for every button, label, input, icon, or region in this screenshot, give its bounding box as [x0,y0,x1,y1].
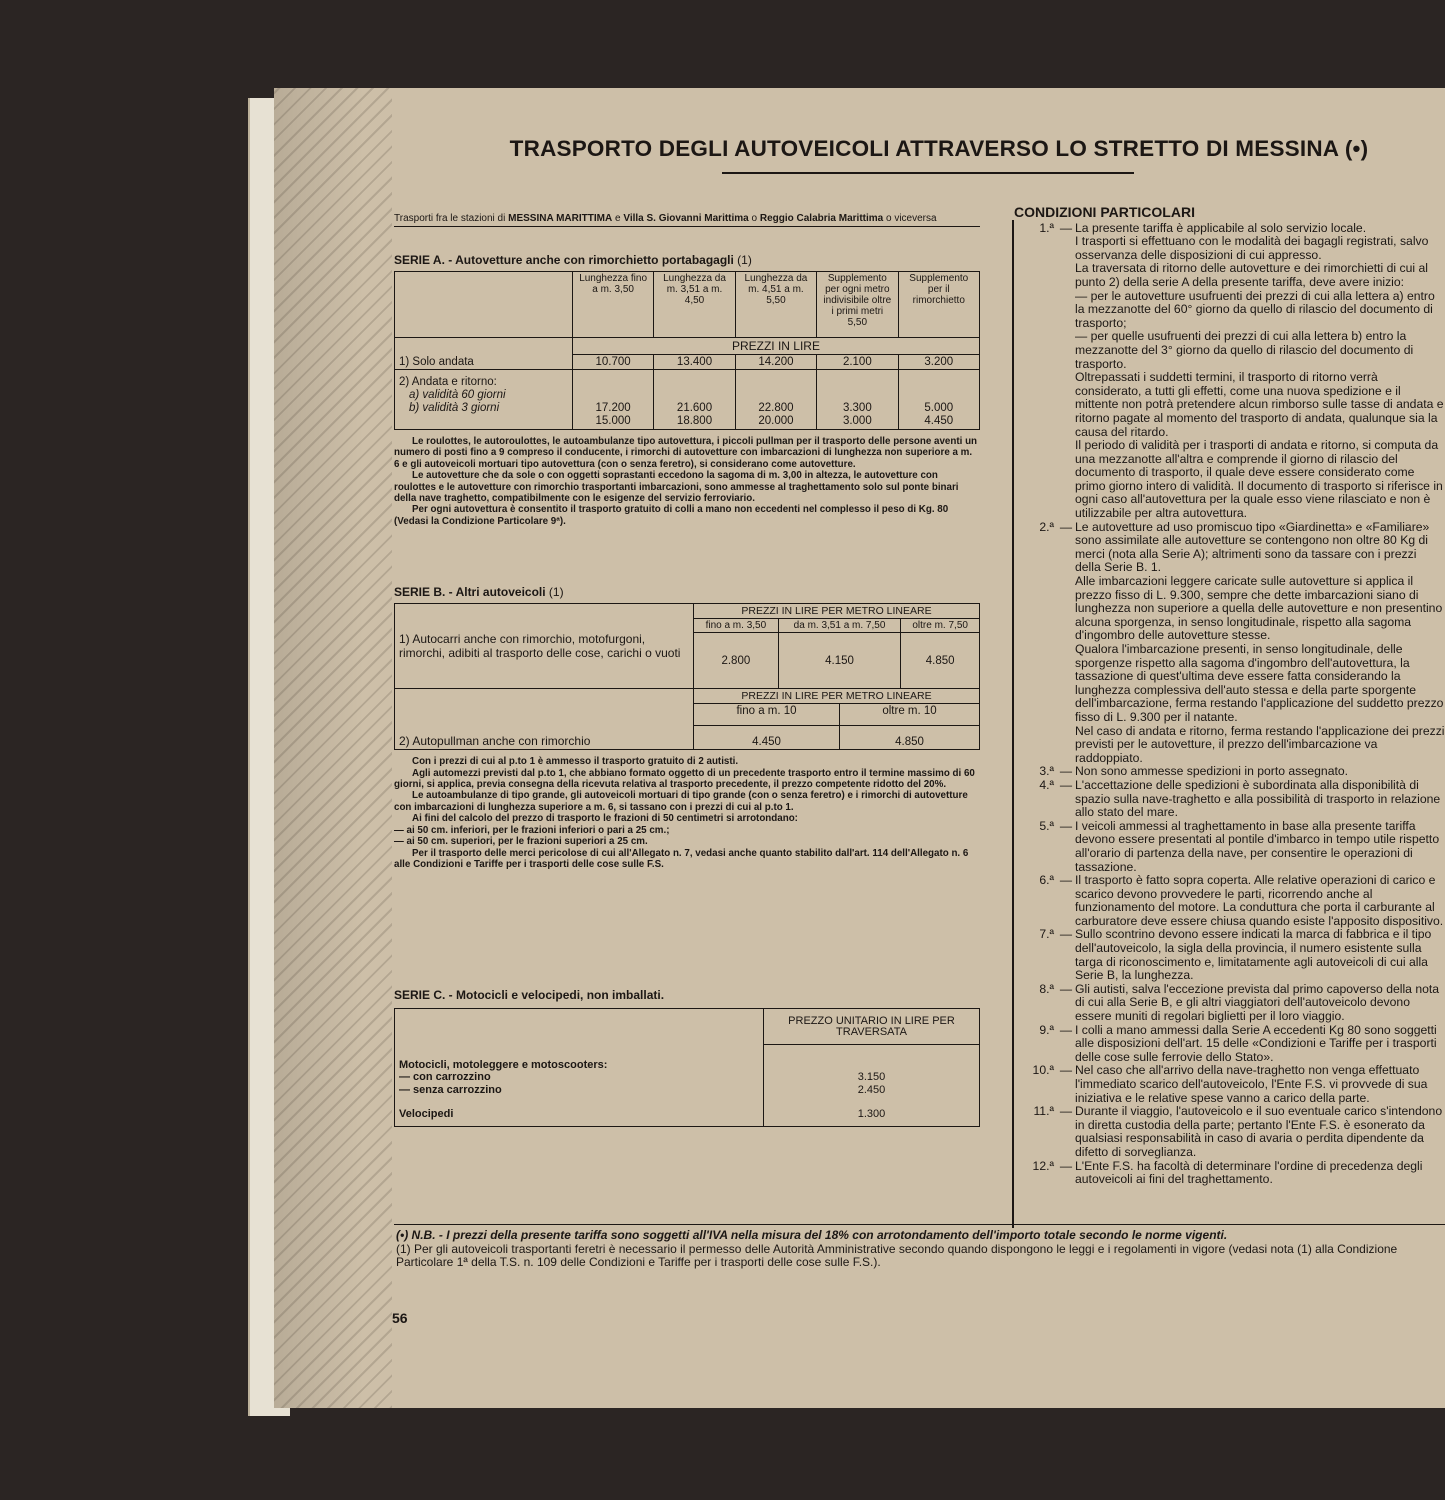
serie-b-sub-header: oltre m. 7,50 [901,619,980,633]
footer-notes [396,1229,1436,1270]
serie-a-col-header: Supplemento per il rimorchietto [898,272,979,338]
serie-a-col-header: Supplemento per ogni metro indivisibile oltre i primi metri 5,50 [817,272,898,338]
serie-a-col-header: Lunghezza da m. 4,51 a m. 5,50 [735,272,816,338]
nb-text: I prezzi della presente tariffa sono soggetti all'IVA nella misura del 18% con arrotondamento dell'importo totale secondo le norme vigenti. [446,1228,1228,1242]
serie-b-prices-header: PREZZI IN LIRE PER METRO LINEARE [694,604,980,619]
nb-marker: (•) N.B. - [396,1228,447,1242]
conditions-list [1014,222,1445,1187]
condition-dash: — [1059,1158,1073,1173]
serie-a-row-label: 1) Solo andata [395,355,573,370]
serie-b-price: 4.850 [840,726,980,750]
serie-c-row-label: — senza carrozzino [399,1083,502,1096]
condition-text: La presente tariffa è applicabile al solo servizio locale. I trasporti si effettuano con le modalità dei bagagli registrati, salvo osservanza delle disposizioni di cui appresso. La traversata di ritorno delle autovetture e dei rimorchietti di cui al punto 2) della serie A della presente tariffa, deve avere inizio: — per le autovetture usufruenti dei prezzi di cui alla lettera a) entro la mezzanotte del 60° giorno da quello di rilascio del documento di trasporto; — per quelle usufruenti dei prezzi di cui alla lettera b) entro la mezzanotte del 3° giorno da quello di rilascio del documento di trasporto. Oltrepassati i suddetti termini, il trasporto di ritorno verrà considerato, a tutti gli effetti, come una nuova spedizione e il mittente non potrà pretendere alcun rimborso sulle tasse di andata e ritorno pagate al momento del trasporto di andata, qualunque sia la causa del ritardo. Il periodo di validità per i trasporti di andata e ritorno, si computa da una mezzanotte all'altra e comprende il giorno di rilascio del documento di trasporto, il quale deve essere considerato come primo giorno intero di validità. Il documento di trasporto si riferisce in ogni caso all'autovettura per la quale esso viene rilasciato e non è utilizzabile per altra autovettura. [1075,220,1444,521]
condition-dash: — [1059,927,1073,942]
condition-dash: — [1059,981,1073,996]
serie-b-row-label: 2) Autopullman anche con rimorchio [395,689,694,750]
page-title: TRASPORTO DEGLI AUTOVEICOLI ATTRAVERSO LO STRETTO DI MESSINA (•) [509,136,1369,161]
condition-item [1014,1160,1445,1187]
serie-a-row-label: a) validità 60 giorni [409,389,506,401]
route-station-messina: MESSINA MARITTIMA [508,213,613,224]
serie-c-price: 3.150 [857,1071,886,1084]
serie-b-title: SERIE B. - Altri autoveicoli [394,585,546,600]
serie-c-row-label: — con carrozzino [399,1071,491,1084]
condition-text: Sullo scontrino devono essere indicati la marca di fabbrica e il tipo dell'autoveicolo, la sigla della provincia, il numero esistente sulla targa di riconoscimento e, limitatamente agli autoveicoli di cui alla Serie B, la lunghezza. [1075,927,1432,983]
serie-a-row-label: b) validità 3 giorni [409,402,500,414]
serie-a-notes [394,436,980,527]
condition-text: I veicoli ammessi al traghettamento in base alla presente tariffa devono essere presentati al pontile d'imbarco in tempo utile rispetto all'orario di partenza della nave, per consentire le operazioni di tassazione. [1075,818,1440,874]
serie-b-price: 4.450 [694,726,840,750]
serie-b-price: 4.850 [901,633,980,689]
conditions-heading: CONDIZIONI PARTICOLARI [1014,204,1195,220]
serie-a-price-cell [898,370,979,430]
route-conj: e [612,213,624,224]
condition-number: 7.ª [1039,927,1054,942]
condition-number: 12.ª [1032,1158,1054,1173]
condition-number: 8.ª [1039,981,1054,996]
serie-c-price-header: PREZZO UNITARIO IN LIRE PER TRAVERSATA [764,1009,980,1045]
serie-a-note: Le autovetture che da sole o con oggetti soprastanti eccedono la sagoma di m. 3,00 in altezza, le autovetture con roulottes e le autovetture con rimorchio trasportanti imbarcazioni, sono ammesse al traghettamento solo sul ponte binari della nave traghetto, compatibilmente con le esigenze del servizio ferroviario. [394,470,959,505]
condition-text: Durante il viaggio, l'autoveicolo e il suo eventuale carico s'intendono in diretta custodia della parte; pertanto l'Ente F.S. è esonerato da qualsiasi responsabilità in caso di avaria o perdita dipendente da difetto di sorveglianza. [1075,1104,1443,1159]
serie-b-prices-header: PREZZI IN LIRE PER METRO LINEARE [694,689,980,704]
serie-b-note: — ai 50 cm. superiori, per le frazioni superiori a 25 cm. [394,836,648,848]
condition-text: Gli autisti, salva l'eccezione prevista dal primo capoverso della nota di cui alla Serie B, e gli altri viaggiatori dell'autoveicolo devono essere muniti di regolari biglietti per il loro viaggio. [1075,981,1440,1024]
condition-dash: — [1059,1104,1073,1119]
serie-a-price: 5.000 [924,402,954,414]
condition-text: Le autovetture ad uso promiscuo tipo «Giardinetta» e «Familiare» sono assimilate alle autovetture se contengono non oltre 80 Kg di merci (nota alla Serie A); altrimenti sono da tassare con i prezzi della Serie B. 1. Alle imbarcazioni leggere caricate sulle autovetture si applica il prezzo fisso di L. 9.300, sempre che dette imbarcazioni siano di lunghezza non superiore a quella delle autovetture e non presentino alcuna sporgenza, in senso longitudinale, rispetto alla sagoma d'ingombro delle autovetture stesse. Qualora l'imbarcazione presenti, in senso longitudinale, delle sporgenze rispetto alla sagoma d'ingombro dell'autovettura, la tassazione di quest'ultima deve essere fatta considerando la lunghezza complessiva dell'auto stessa e della parte sporgente dell'imbarcazione, ferma restando l'applicazione del suddetto prezzo fisso di L. 9.300 per il natante. Nel caso di andata e ritorno, ferma restando l'applicazione dei prezzi previsti per le autovetture, il prezzo dell'imbarcazione va raddoppiato. [1075,519,1445,765]
serie-a-blank-cell [395,272,573,338]
serie-c-row-label: Motocicli, motoleggere e motoscooters: [399,1058,608,1071]
condition-item [1014,983,1445,1024]
route-line [394,213,980,227]
serie-c-price: 2.450 [857,1083,886,1096]
tariff-column [394,213,980,1127]
route-suffix: o viceversa [883,213,937,224]
serie-a-price-cell [572,370,653,430]
condition-dash: — [1059,777,1073,792]
condition-item [1014,779,1445,820]
serie-b-note: Le autoambulanze di tipo grande, gli autoveicoli mortuari di tipo grande (con o senza feretro) e i rimorchi di autovetture con imbarcazioni di lunghezza superiore a m. 6, si tassano con i prezzi di cui al p.to 1. [394,790,968,813]
condition-number: 5.ª [1039,818,1054,833]
serie-a-price: 3.200 [898,355,979,370]
condition-text: L'accettazione delle spedizioni è subordinata alla disponibilità di spazio sulla nave-traghetto e alla possibilità di trasporto in relazione allo stato del mare. [1075,777,1441,820]
condition-text: Non sono ammesse spedizioni in porto assegnato. [1075,764,1349,779]
title-underline [722,172,1134,174]
serie-b-sub-header: da m. 3,51 a m. 7,50 [778,619,901,633]
condition-dash: — [1059,220,1073,235]
condition-item [1014,874,1445,928]
serie-a-note-ref: (1) [733,253,752,267]
serie-a-row2-label-cell [395,370,573,430]
page-number: 56 [392,1310,408,1326]
serie-a-price: 4.450 [924,415,954,427]
serie-b-sub-header: fino a m. 10 [694,704,840,726]
serie-b-note: — ai 50 cm. inferiori, per le frazioni inferiori o pari a 25 cm.; [394,824,670,836]
serie-a-price-cell [735,370,816,430]
binding-shadow [274,88,392,1408]
condition-item [1014,222,1445,521]
condition-text: L'Ente F.S. ha facoltà di determinare l'ordine di precedenza degli autoveicoli ai fini del traghettamento. [1075,1158,1423,1187]
serie-a-col-header: Lunghezza fino a m. 3,50 [572,272,653,338]
serie-a-price: 2.100 [817,355,898,370]
serie-a-price: 15.000 [595,415,631,427]
condition-number: 3.ª [1039,764,1054,779]
footnote-1: (1) Per gli autoveicoli trasportanti feretri è necessario il permesso delle Autorità Amministrative secondo quando dispongono le leggi e i regolamenti in vigore (vedasi nota (1) alla Condizione Particolare 1ª della T.S. n. 109 delle Condizioni e Tariffe per i trasporti delle cose sulle F.S.). [396,1241,1398,1269]
serie-a-price: 20.000 [758,415,794,427]
serie-b-row-label: 1) Autocarri anche con rimorchio, motofurgoni, rimorchi, adibiti al trasporto delle cose, carichi o vuoti [395,604,694,689]
serie-b-sub-header: fino a m. 3,50 [694,619,779,633]
condition-item [1014,1064,1445,1105]
serie-b-price: 4.150 [778,633,901,689]
serie-a-table [394,271,980,430]
serie-c-title: SERIE C. - Motocicli e velocipedi, non imballati. [394,988,665,1003]
serie-b-note: Per il trasporto delle merci pericolose di cui all'Allegato n. 7, vedasi anche quanto stabilito dall'art. 114 dell'Allegato n. 6 alle Condizioni e Tariffe per i trasporti delle cose sulle F.S. [394,847,969,870]
condition-item [1014,1105,1445,1159]
route-station-reggio: Reggio Calabria Marittima [759,213,884,224]
condition-dash: — [1059,873,1073,888]
serie-a-price: 22.800 [758,402,794,414]
serie-a-prices-label: PREZZI IN LIRE [572,338,979,355]
serie-b-notes [394,756,980,870]
serie-a-title: SERIE A. - Autovetture anche con rimorchietto portabagagli [394,253,734,267]
serie-c-table [394,1008,980,1127]
condition-text: Nel caso che all'arrivo della nave-traghetto non venga effettuato l'immediato scarico dell'autoveicolo, l'Ente F.S. vi provvede di sua iniziativa e le relative spese vanno a carico della parte. [1075,1063,1428,1105]
condition-dash: — [1059,1063,1073,1078]
serie-a-price: 10.700 [572,355,653,370]
condition-number: 4.ª [1039,777,1054,792]
serie-c-price: 1.300 [857,1108,886,1121]
route-station-villa: Villa S. Giovanni Marittima [623,213,749,224]
serie-b-price: 2.800 [694,633,779,689]
condition-item [1014,765,1445,779]
condition-dash: — [1059,519,1073,534]
condition-number: 2.ª [1039,519,1054,534]
serie-a-price: 14.200 [735,355,816,370]
route-prefix: Trasporti fra le stazioni di [394,213,509,224]
serie-b-sub-header: oltre m. 10 [840,704,980,726]
serie-a-price: 3.300 [842,402,872,414]
nb-note [396,1229,1436,1243]
serie-a-price: 21.600 [676,402,713,414]
condition-item [1014,521,1445,766]
serie-a-price: 13.400 [654,355,735,370]
serie-c-price-cell [764,1045,980,1127]
serie-c-row-label: Velocipedi [399,1108,454,1121]
serie-a-price-cell [654,370,735,430]
condition-item [1014,928,1445,982]
serie-a-blank-cell [395,338,573,355]
footer-rule [394,1224,1445,1225]
condition-number: 10.ª [1032,1063,1054,1078]
serie-a-note: Le roulottes, le autoroulottes, le autoambulanze tipo autovettura, i piccoli pullman per il trasporto delle persone aventi un numero di posti fino a 9 compreso il conducente, i rimorchi di autovetture con imbarcazioni di lunghezza non superiore a m. 6 e gli autoveicoli mortuari tipo autovettura (con o senza feretro), si considerano come autovetture. [394,436,978,470]
condition-item [1014,820,1445,874]
condition-dash: — [1059,764,1073,779]
serie-c-label-cell [395,1045,764,1127]
route-conj: o [748,213,760,224]
serie-a-price-cell [817,370,898,430]
condition-dash: — [1059,818,1073,833]
serie-b-table [394,603,980,750]
document-page [274,88,1445,1408]
condition-number: 11.ª [1033,1104,1054,1119]
serie-c-heading [394,988,980,1002]
condition-text: I colli a mano ammessi dalla Serie A eccedenti Kg 80 sono soggetti alle disposizioni dell'art. 15 delle «Condizioni e Tariffe per i trasporti delle cose sulle ferrovie dello Stato». [1075,1022,1437,1064]
serie-b-note: Con i prezzi di cui al p.to 1 è ammesso il trasporto gratuito di 2 autisti. [412,756,739,768]
serie-b-note-ref: (1) [545,585,564,600]
serie-a-row-label: 2) Andata e ritorno: [399,376,497,388]
serie-b-heading [394,585,980,599]
serie-a-note: Per ogni autovettura è consentito il trasporto gratuito di colli a mano non eccedenti nel complesso il peso di Kg. 80 (Vedasi la Condizione Particolare 9ª). [394,504,949,527]
conditions-column [1014,206,1445,1187]
serie-a-heading [394,253,980,267]
serie-a-price: 3.000 [842,415,872,427]
condition-number: 6.ª [1039,873,1054,888]
condition-dash: — [1059,1022,1073,1037]
condition-text: Il trasporto è fatto sopra coperta. Alle relative operazioni di carico e scarico devono provvedere le parti, ricorrendo anche al funzionamento del motore. La conduttura che porta il carburante al carburatore deve essere chiusa quando esiste l'apposito dispositivo. [1075,873,1444,928]
serie-a-price: 17.200 [595,402,631,414]
condition-number: 9.ª [1039,1022,1054,1037]
condition-item [1014,1024,1445,1065]
serie-c-blank-cell [395,1009,764,1045]
condition-number: 1.ª [1039,220,1054,235]
serie-b-note: Ai fini del calcolo del prezzo di trasporto le frazioni di 50 centimetri si arrotondano: [412,813,798,825]
serie-a-price: 18.800 [676,415,713,427]
serie-b-note: Agli automezzi previsti dal p.to 1, che abbiano formato oggetto di un precedente trasporto entro il termine massimo di 60 giorni, si applica, previa consegna della ricevuta relativa al trasporto precedente, il prezzo competente ridotto del 20%. [394,767,975,791]
serie-a-col-header: Lunghezza da m. 3,51 a m. 4,50 [654,272,735,338]
